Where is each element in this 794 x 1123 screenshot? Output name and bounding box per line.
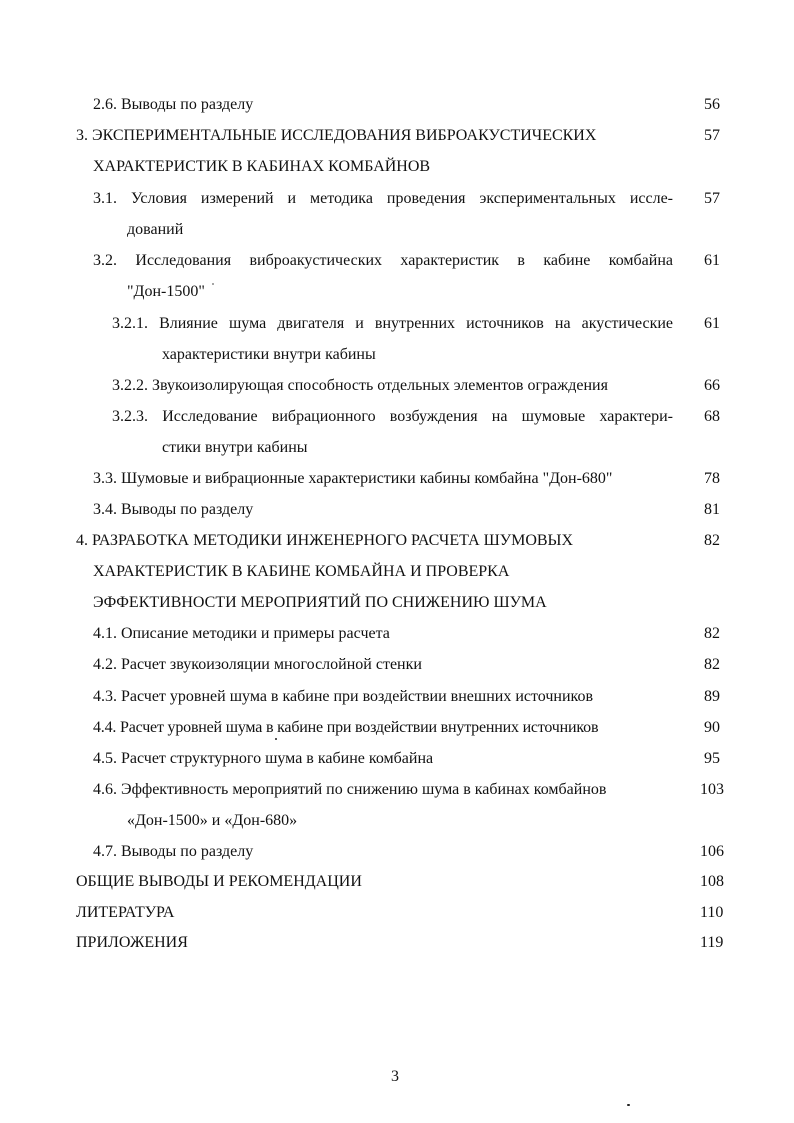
toc-page-number: 103	[700, 781, 724, 798]
toc-page-number: 119	[700, 934, 724, 951]
toc-entry-text: 3.2.3. Исследование вибрационного возбуждения на шумовые характери-	[112, 408, 674, 425]
toc-entry-text: 4.1. Описание методики и примеры расчета	[93, 625, 390, 642]
toc-entry-text: 3.2. Исследования виброакустических характеристик в кабине комбайна	[93, 252, 673, 269]
toc-page-number: 89	[704, 688, 720, 705]
toc-entry-text: 3.3. Шумовые и вибрационные характеристики кабины комбайна "Дон-680"	[93, 470, 613, 487]
toc-entry-continuation: ХАРАКТЕРИСТИК В КАБИНАХ КОМБАЙНОВ	[93, 158, 431, 175]
toc-page-number: 56	[704, 96, 720, 113]
toc-page-number: 57	[704, 127, 720, 144]
scan-speck	[212, 283, 214, 285]
toc-page-number: 78	[704, 470, 720, 487]
scan-speck	[275, 738, 277, 740]
toc-entry-text: 4.5. Расчет структурного шума в кабине комбайна	[93, 750, 434, 767]
toc-entry-text: 3.1. Условия измерений и методика проведения экспериментальных иссле-	[93, 190, 674, 207]
toc-entry-text: 4.2. Расчет звукоизоляции многослойной стенки	[93, 656, 422, 673]
toc-page-number: 110	[700, 904, 724, 921]
toc-page-number: 66	[704, 377, 720, 394]
toc-page-number: 57	[704, 190, 720, 207]
toc-page-number: 82	[704, 656, 720, 673]
toc-page-number: 108	[700, 873, 724, 890]
toc-page-number: 68	[704, 408, 720, 425]
toc-entry-continuation: характеристики внутри кабины	[162, 346, 376, 363]
toc-page-number: 90	[704, 719, 720, 736]
toc-page-number: 106	[700, 843, 724, 860]
toc-entry-text: 3.2.1. Влияние шума двигателя и внутренних источников на акустические	[112, 315, 674, 332]
toc-entry-text: 3.4. Выводы по разделу	[93, 501, 254, 518]
toc-entry-continuation: ЭФФЕКТИВНОСТИ МЕРОПРИЯТИЙ ПО СНИЖЕНИЮ ШУМА	[93, 594, 547, 611]
toc-entry-text: 4.3. Расчет уровней шума в кабине при воздействии внешних источников	[93, 688, 594, 705]
toc-entry-text: ЛИТЕРАТУРА	[76, 904, 175, 921]
toc-entry-text: 3.2.2. Звукоизолирующая способность отдельных элементов ограждения	[112, 377, 608, 394]
toc-entry-continuation: стики внутри кабины	[162, 439, 308, 456]
toc-entry-text: ОБЩИЕ ВЫВОДЫ И РЕКОМЕНДАЦИИ	[76, 873, 362, 890]
page-number: 3	[391, 1068, 399, 1085]
scan-speck	[627, 1104, 630, 1106]
toc-page-number: 61	[704, 252, 720, 269]
toc-entry-text: 3. ЭКСПЕРИМЕНТАЛЬНЫЕ ИССЛЕДОВАНИЯ ВИБРОАКУСТИЧЕСКИХ	[76, 127, 597, 144]
toc-page-number: 95	[704, 750, 720, 767]
toc-page-number: 81	[704, 501, 720, 518]
toc-page-number: 61	[704, 315, 720, 332]
toc-entry-text: 4.4. Расчет уровней шума в кабине при воздействии внутренних источников	[93, 719, 599, 736]
toc-entry-continuation: ХАРАКТЕРИСТИК В КАБИНЕ КОМБАЙНА И ПРОВЕРКА	[93, 563, 510, 580]
toc-entry-continuation: "Дон-1500"	[127, 283, 205, 300]
toc-entry-text: 4.7. Выводы по разделу	[93, 843, 254, 860]
toc-page-number: 82	[704, 625, 720, 642]
toc-entry-text: 2.6. Выводы по разделу	[93, 96, 254, 113]
toc-entry-text: 4.6. Эффективность мероприятий по снижению шума в кабинах комбайнов	[93, 781, 607, 798]
toc-entry-continuation: «Дон-1500» и «Дон-680»	[127, 812, 298, 829]
toc-entry-continuation: дований	[127, 221, 184, 238]
toc-page-number: 82	[704, 532, 720, 549]
toc-entry-text: 4. РАЗРАБОТКА МЕТОДИКИ ИНЖЕНЕРНОГО РАСЧЕТА ШУМОВЫХ	[76, 532, 574, 549]
toc-entry-text: ПРИЛОЖЕНИЯ	[76, 934, 188, 951]
